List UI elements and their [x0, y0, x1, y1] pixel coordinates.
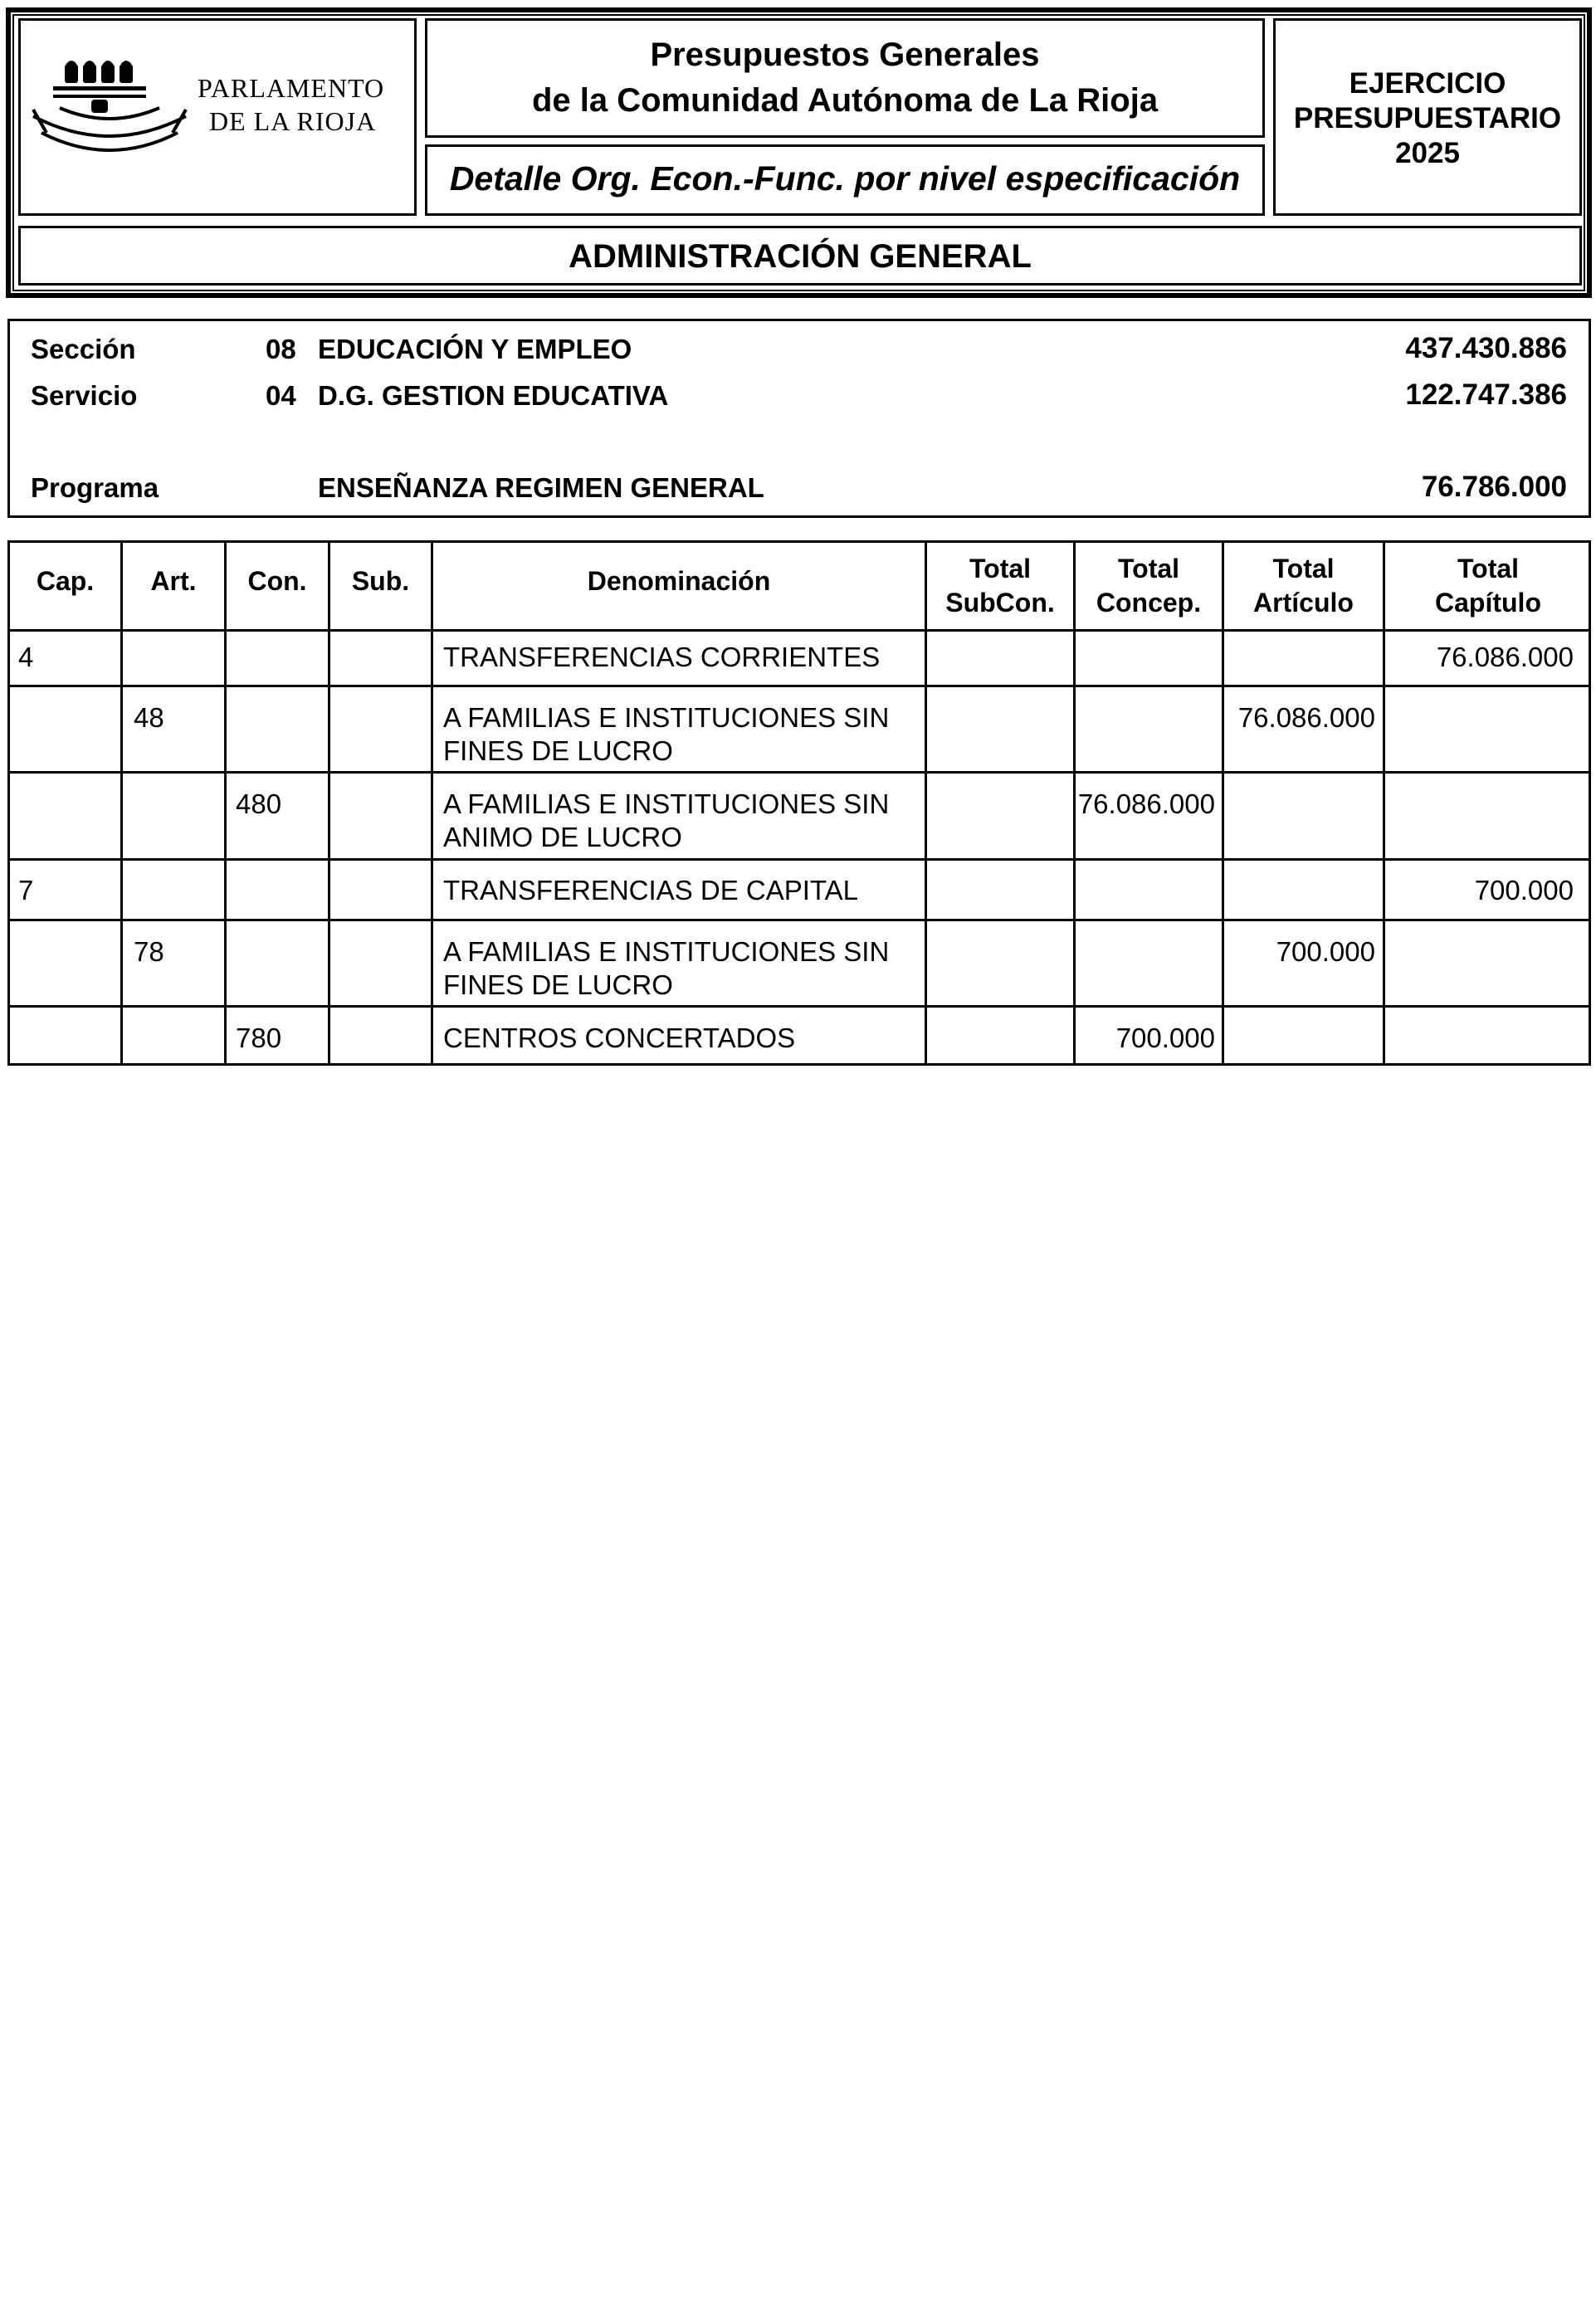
col-header-total-capitulo-1: Total: [1457, 554, 1520, 583]
table-divider: [7, 1005, 1591, 1008]
table-divider: [224, 540, 227, 1066]
title-line1: Presupuestos Generales: [650, 37, 1040, 73]
programa-name: ENSEÑANZA REGIMEN GENERAL: [318, 472, 764, 503]
programa-amount: 76.786.000: [1421, 471, 1567, 503]
servicio-name: D.G. GESTION EDUCATIVA: [318, 380, 669, 411]
year-value: 2025: [1395, 137, 1460, 169]
table-divider: [7, 919, 1591, 921]
col-header-total-articulo-2: Artículo: [1253, 588, 1354, 617]
year-line2: PRESUPUESTARIO: [1293, 102, 1562, 134]
row-denominacion: CENTROS CONCERTADOS: [443, 1023, 796, 1053]
row-con: 480: [236, 788, 282, 819]
row-denominacion-cont: FINES DE LUCRO: [443, 969, 673, 1000]
year-line1: EJERCICIO: [1349, 67, 1506, 100]
row-denominacion-cont: FINES DE LUCRO: [443, 735, 673, 766]
row-denominacion: TRANSFERENCIAS CORRIENTES: [443, 642, 881, 672]
subtitle: Detalle Org. Econ.-Func. por nivel especificación: [449, 159, 1241, 198]
col-header-sub: Sub.: [351, 566, 410, 596]
logo-text-line2: DE LA RIOJA: [209, 106, 377, 136]
table-divider: [7, 858, 1591, 861]
table-divider: [7, 629, 1591, 632]
parliament-logo-icon: [28, 53, 191, 169]
info-box: [7, 319, 1591, 518]
table-divider: [120, 540, 123, 1066]
seccion-amount: 437.430.886: [1405, 332, 1567, 364]
col-header-cap: Cap.: [36, 566, 95, 596]
row-total-capitulo: 76.086.000: [1436, 642, 1574, 672]
table-divider: [7, 771, 1591, 774]
row-cap: 7: [18, 875, 34, 905]
programa-label: Programa: [31, 472, 159, 503]
row-denominacion: A FAMILIAS E INSTITUCIONES SIN: [443, 936, 890, 967]
row-denominacion: TRANSFERENCIAS DE CAPITAL: [443, 875, 858, 905]
col-header-total-capitulo-2: Capítulo: [1435, 588, 1541, 617]
logo-text-line1: PARLAMENTO: [198, 73, 385, 103]
col-header-total-subcon-1: Total: [969, 554, 1032, 583]
table-divider: [431, 540, 433, 1066]
col-header-total-concep-1: Total: [1117, 554, 1180, 583]
table-divider: [7, 685, 1591, 687]
row-cap: 4: [18, 642, 34, 672]
row-total-articulo: 700.000: [1276, 936, 1375, 967]
row-total-articulo: 76.086.000: [1237, 702, 1375, 733]
seccion-label: Sección: [31, 334, 136, 364]
row-total-concepto: 700.000: [1115, 1023, 1215, 1053]
row-denominacion: A FAMILIAS E INSTITUCIONES SIN: [443, 702, 890, 733]
col-header-con: Con.: [247, 566, 307, 596]
col-header-total-subcon-2: SubCon.: [945, 588, 1055, 617]
col-header-denominacion: Denominación: [587, 566, 771, 596]
servicio-code: 04: [266, 380, 296, 411]
seccion-name: EDUCACIÓN Y EMPLEO: [318, 334, 632, 364]
servicio-amount: 122.747.386: [1405, 378, 1567, 411]
admin-title: ADMINISTRACIÓN GENERAL: [569, 238, 1032, 275]
title-line2: de la Comunidad Autónoma de La Rioja: [531, 82, 1159, 119]
row-art: 78: [134, 936, 164, 967]
row-total-capitulo: 700.000: [1474, 875, 1574, 905]
col-header-total-articulo-1: Total: [1272, 554, 1335, 583]
row-denominacion: A FAMILIAS E INSTITUCIONES SIN: [443, 788, 890, 819]
servicio-label: Servicio: [31, 380, 138, 411]
row-con: 780: [236, 1023, 282, 1053]
row-denominacion-cont: ANIMO DE LUCRO: [443, 822, 682, 852]
row-art: 48: [134, 702, 164, 733]
col-header-total-concep-2: Concep.: [1096, 588, 1202, 617]
seccion-code: 08: [266, 334, 296, 364]
row-total-concepto: 76.086.000: [1077, 788, 1215, 819]
col-header-art: Art.: [150, 566, 197, 596]
table-divider: [328, 540, 330, 1066]
